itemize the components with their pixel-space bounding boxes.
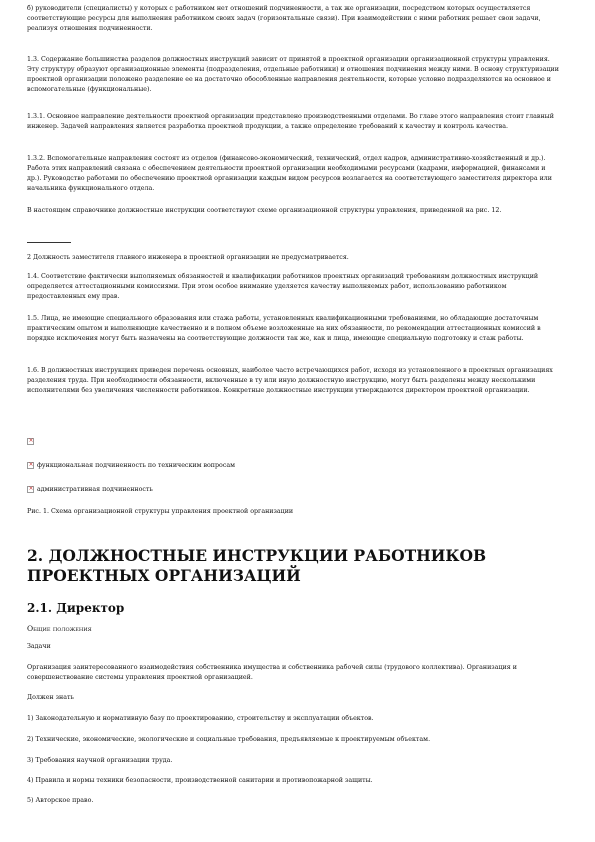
list-item: 1) Законодательную и нормативную базу по проектированию, строительству и эксплуатации объектов. bbox=[27, 715, 374, 722]
legend-functional bbox=[27, 461, 235, 471]
broken-image-icon bbox=[27, 438, 34, 445]
footnote-separator bbox=[27, 242, 71, 243]
tasks-label: Задачи bbox=[27, 643, 51, 650]
paragraph-figure-reference: В настоящем справочнике должностные инструкции соответствуют схеме организационной структуры управления, приведенной на рис. 12. bbox=[27, 207, 502, 214]
list-item: 2) Технические, экономические, экологические и социальные требования, предъявляемые к проектируемым объектам. bbox=[27, 736, 431, 743]
paragraph-1-3: 1.3. Содержание большинства разделов должностных инструкций зависит от принятой в проектной организации организационной структуры управления. Эту структуру образуют организационные элементы (подразделения, отдельные работники) и отношения подчинения между ними. В основу структуризации проектной организации положено разделение ее на достаточно обособленные направления деятельности, которые условно подразделяются на основное и вспомогательные (функциональные). bbox=[27, 56, 559, 93]
list-item: 3) Требования научной организации труда. bbox=[27, 757, 173, 764]
must-know-label: Должен знать bbox=[27, 694, 74, 701]
legend-administrative-label: административная подчиненность bbox=[37, 486, 153, 493]
chapter-heading bbox=[27, 546, 561, 586]
paragraph-1-6: 1.6. В должностных инструкциях приведен перечень основных, наиболее часто встречающихся работ, исходя из установленного в проектных организациях разделения труда. При необходимости обязанности, включенные в ту или иную должностную инструкцию, могут быть разделены между несколькими исполнителями без увеличения численности работников. Конкретные должностные инструкции утверждаются директором проектной организации. bbox=[27, 367, 553, 394]
paragraph-1-4: 1.4. Соответствие фактически выполняемых обязанностей и квалификации работников проектных организаций требованиям должностных инструкций определяется аттестационными комиссиями. При этом особое внимание уделяется качеству выполняемых работ, использованию работником предоставленных ему прав. bbox=[27, 273, 539, 300]
subsection-heading: Общие положения bbox=[27, 624, 92, 633]
chapter-heading-line-2: ПРОЕКТНЫХ ОРГАНИЗАЦИЙ bbox=[27, 566, 301, 585]
figure-caption: Рис. 1. Схема организационной структуры управления проектной организации bbox=[27, 508, 294, 515]
chapter-heading-line-1: 2. ДОЛЖНОСТНЫЕ ИНСТРУКЦИИ РАБОТНИКОВ bbox=[27, 546, 487, 565]
paragraph-1-3-2: 1.3.2. Вспомогательные направления состоят из отделов (финансово-экономический, технический, отдел кадров, административно-хозяйственный и др.). Работа этих направлений связана с обеспечением деятельности проектной организации необходимыми ресурсами (кадрами, информацией, финансами и др.). Руководство работами по обеспечению проектной организации каждым видом ресурсов возлагается на соответствующего заместителя директора или начальника функционального отдела. bbox=[27, 155, 552, 192]
broken-image-icon bbox=[27, 462, 34, 469]
section-heading: 2.1. Директор bbox=[27, 601, 125, 615]
broken-image-icon bbox=[27, 486, 34, 493]
list-item: 4) Правила и нормы техники безопасности, производственной санитарии и противопожарной защиты. bbox=[27, 777, 373, 784]
paragraph-1-3-1: 1.3.1. Основное направление деятельности проектной организации представлено производственными отделами. Во главе этого направления стоит главный инженер. Задачей направления является разработка проектной продукции, а также определение требований к качеству и контроль качества. bbox=[27, 113, 554, 130]
paragraph-1-5: 1.5. Лица, не имеющие специального образования или стажа работы, установленных квалификационными требованиями, но обладающие достаточным практическим опытом и выполняющие качественно и в полном объеме возложенные на них обязанности, по рекомендации аттестационных комиссий в порядке исключения могут быть назначены на соответствующие должности так же, как и лица, имеющие специальную подготовку и стаж работы. bbox=[27, 315, 541, 342]
legend-functional-label: функциональная подчиненность по техническим вопросам bbox=[37, 462, 236, 469]
tasks-text: Организация заинтересованного взаимодействия собственника имущества и собственника рабочей силы (трудового коллектива). Организация и совершенствование системы управления проектной организацией. bbox=[27, 664, 517, 681]
broken-image-placeholder bbox=[27, 437, 37, 447]
list-item: 5) Авторское право. bbox=[27, 797, 94, 804]
footnote-2: 2 Должность заместителя главного инженера в проектной организации не предусматривается. bbox=[27, 254, 349, 261]
paragraph-relations-b: б) руководители (специалисты) у которых с работником нет отношений подчиненности, а так же организации, посредством которых осуществляется соответствующие ресурсы для выполнения работником своих задач (горизонтальные связи). При взаимодействии с ними работник решает свои задачи, реализуя отношения подчиненности. bbox=[27, 5, 541, 32]
legend-administrative bbox=[27, 485, 153, 495]
